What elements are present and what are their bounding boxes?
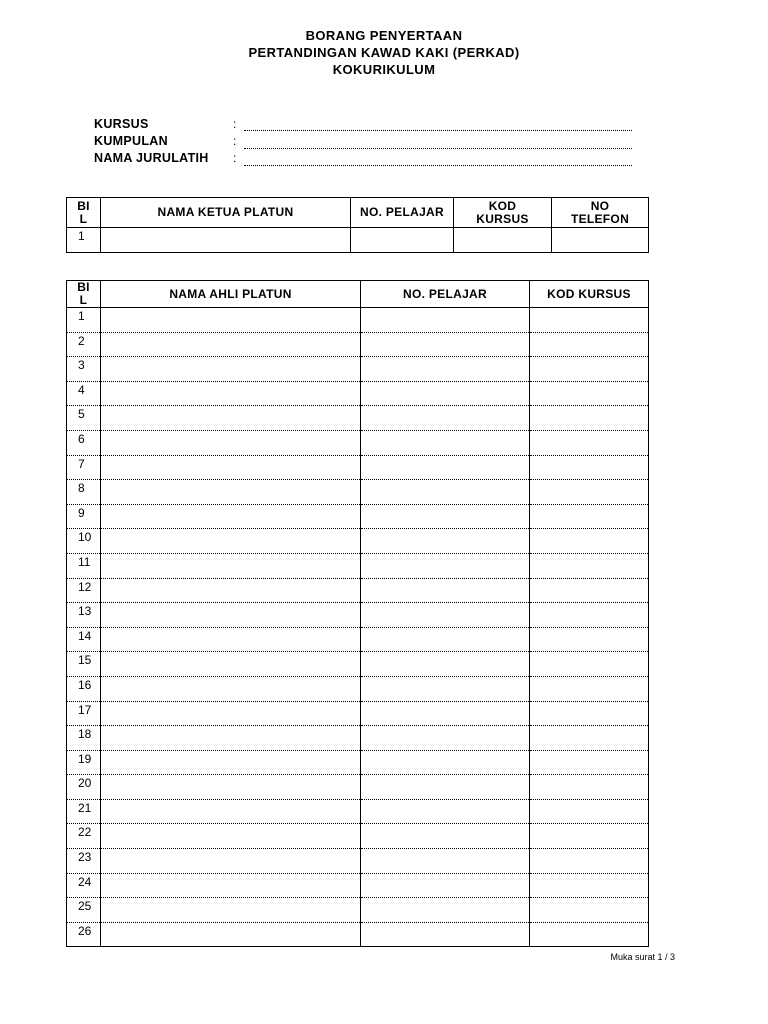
nama-ahli-cell[interactable] <box>101 406 361 431</box>
field-colon: : <box>233 134 237 148</box>
no-pelajar-cell[interactable] <box>361 332 530 357</box>
no-pelajar-cell[interactable] <box>361 455 530 480</box>
kod-kursus-cell[interactable] <box>530 652 649 677</box>
kod-kursus-cell[interactable] <box>530 750 649 775</box>
table-row <box>67 824 649 849</box>
col-header-bil: BI L <box>67 198 101 228</box>
kod-kursus-cell[interactable] <box>530 381 649 406</box>
row-number: 9 <box>67 504 101 529</box>
row-number: 22 <box>67 824 101 849</box>
row-number: 1 <box>67 308 101 333</box>
no-pelajar-cell[interactable] <box>361 430 530 455</box>
row-number: 7 <box>67 455 101 480</box>
nama-ahli-cell[interactable] <box>101 750 361 775</box>
row-number: 5 <box>67 406 101 431</box>
nama-jurulatih-field[interactable] <box>244 165 632 166</box>
nama-ahli-cell[interactable] <box>101 578 361 603</box>
no-pelajar-cell[interactable] <box>361 799 530 824</box>
table-row <box>67 430 649 455</box>
table-row <box>67 726 649 751</box>
nama-ahli-cell[interactable] <box>101 455 361 480</box>
kod-kursus-cell[interactable] <box>530 898 649 923</box>
table-row <box>67 332 649 357</box>
nama-ahli-cell[interactable] <box>101 652 361 677</box>
row-number: 17 <box>67 701 101 726</box>
col-header-kod-kursus: KOD KURSUS <box>454 198 552 228</box>
no-pelajar-cell[interactable] <box>361 775 530 800</box>
nama-ahli-cell[interactable] <box>101 824 361 849</box>
row-number: 26 <box>67 922 101 947</box>
kod-kursus-cell[interactable] <box>530 553 649 578</box>
col-header-no-pelajar: NO. PELAJAR <box>361 281 530 308</box>
nama-ketua-cell[interactable] <box>101 228 351 253</box>
no-pelajar-cell[interactable] <box>361 750 530 775</box>
kod-kursus-cell[interactable] <box>530 357 649 382</box>
row-number: 14 <box>67 627 101 652</box>
kod-kursus-cell[interactable] <box>530 676 649 701</box>
row-number: 18 <box>67 726 101 751</box>
nama-ahli-cell[interactable] <box>101 898 361 923</box>
kumpulan-field[interactable] <box>244 148 632 149</box>
kod-kursus-cell[interactable] <box>530 332 649 357</box>
no-pelajar-cell[interactable] <box>361 824 530 849</box>
table-row <box>67 406 649 431</box>
no-pelajar-cell[interactable] <box>361 480 530 505</box>
row-number: 19 <box>67 750 101 775</box>
no-pelajar-cell[interactable] <box>361 922 530 947</box>
kod-kursus-cell[interactable] <box>530 578 649 603</box>
no-pelajar-cell[interactable] <box>361 529 530 554</box>
no-pelajar-cell[interactable] <box>361 381 530 406</box>
member-table <box>66 280 649 947</box>
nama-ahli-cell[interactable] <box>101 553 361 578</box>
no-pelajar-cell[interactable] <box>361 504 530 529</box>
field-colon: : <box>233 117 237 131</box>
row-number: 20 <box>67 775 101 800</box>
kod-kursus-cell[interactable] <box>530 504 649 529</box>
row-number: 3 <box>67 357 101 382</box>
table-row <box>67 381 649 406</box>
table-row <box>67 529 649 554</box>
table-row <box>67 603 649 628</box>
no-pelajar-cell[interactable] <box>351 228 454 253</box>
no-pelajar-cell[interactable] <box>361 676 530 701</box>
table-row <box>67 578 649 603</box>
col-header-bil: BI L <box>67 281 101 308</box>
nama-ahli-cell[interactable] <box>101 603 361 628</box>
nama-ahli-cell[interactable] <box>101 480 361 505</box>
no-pelajar-cell[interactable] <box>361 603 530 628</box>
col-header-no-pelajar: NO. PELAJAR <box>351 198 454 228</box>
kod-kursus-cell[interactable] <box>530 308 649 333</box>
row-number: 12 <box>67 578 101 603</box>
nama-ahli-cell[interactable] <box>101 775 361 800</box>
no-pelajar-cell[interactable] <box>361 898 530 923</box>
nama-ahli-cell[interactable] <box>101 357 361 382</box>
table-row <box>67 750 649 775</box>
no-pelajar-cell[interactable] <box>361 578 530 603</box>
nama-ahli-cell[interactable] <box>101 849 361 874</box>
leader-table-header <box>67 198 649 228</box>
no-pelajar-cell[interactable] <box>361 726 530 751</box>
table-row <box>67 849 649 874</box>
row-number: 8 <box>67 480 101 505</box>
kod-kursus-cell[interactable] <box>530 824 649 849</box>
col-header-nama-ahli-platun: NAMA AHLI PLATUN <box>101 281 361 308</box>
row-number: 4 <box>67 381 101 406</box>
row-number: 15 <box>67 652 101 677</box>
table-row <box>67 357 649 382</box>
member-table-header <box>67 281 649 308</box>
col-header-nama-ketua-platun: NAMA KETUA PLATUN <box>101 198 351 228</box>
table-row <box>67 922 649 947</box>
no-pelajar-cell[interactable] <box>361 357 530 382</box>
nama-ahli-cell[interactable] <box>101 799 361 824</box>
no-telefon-cell[interactable] <box>552 228 649 253</box>
kod-kursus-cell[interactable] <box>530 430 649 455</box>
kod-kursus-cell[interactable] <box>530 406 649 431</box>
nama-ahli-cell[interactable] <box>101 922 361 947</box>
table-row <box>67 228 649 253</box>
row-number: 2 <box>67 332 101 357</box>
nama-ahli-cell[interactable] <box>101 504 361 529</box>
table-row <box>67 799 649 824</box>
table-row <box>67 504 649 529</box>
nama-ahli-cell[interactable] <box>101 332 361 357</box>
row-number: 16 <box>67 676 101 701</box>
form-title: BORANG PENYERTAAN <box>305 28 463 43</box>
kursus-field[interactable] <box>244 130 632 131</box>
row-number: 21 <box>67 799 101 824</box>
kod-kursus-cell[interactable] <box>530 775 649 800</box>
kod-kursus-cell[interactable] <box>530 799 649 824</box>
no-pelajar-cell[interactable] <box>361 873 530 898</box>
kod-kursus-cell[interactable] <box>530 603 649 628</box>
field-label-kumpulan: KUMPULAN <box>94 134 168 148</box>
kod-kursus-cell[interactable] <box>530 873 649 898</box>
kod-kursus-cell[interactable] <box>530 455 649 480</box>
kod-kursus-cell[interactable] <box>530 726 649 751</box>
page-number: Muka surat 1 / 3 <box>610 952 675 962</box>
kod-kursus-cell[interactable] <box>530 701 649 726</box>
col-header-kod-kursus: KOD KURSUS <box>530 281 649 308</box>
form-category: KOKURIKULUM <box>332 62 436 77</box>
nama-ahli-cell[interactable] <box>101 627 361 652</box>
kod-kursus-cell[interactable] <box>530 529 649 554</box>
no-pelajar-cell[interactable] <box>361 652 530 677</box>
table-row <box>67 455 649 480</box>
table-row <box>67 308 649 333</box>
table-row <box>67 676 649 701</box>
nama-ahli-cell[interactable] <box>101 701 361 726</box>
field-colon: : <box>233 151 237 165</box>
table-row <box>67 627 649 652</box>
field-label-nama-jurulatih: NAMA JURULATIH <box>94 151 209 165</box>
kod-kursus-cell[interactable] <box>530 627 649 652</box>
nama-ahli-cell[interactable] <box>101 676 361 701</box>
nama-ahli-cell[interactable] <box>101 308 361 333</box>
nama-ahli-cell[interactable] <box>101 873 361 898</box>
nama-ahli-cell[interactable] <box>101 529 361 554</box>
table-row <box>67 652 649 677</box>
kod-kursus-cell[interactable] <box>530 922 649 947</box>
form-subtitle: PERTANDINGAN KAWAD KAKI (PERKAD) <box>248 45 520 60</box>
row-number: 10 <box>67 529 101 554</box>
row-number: 1 <box>67 228 101 253</box>
kod-kursus-cell[interactable] <box>454 228 552 253</box>
leader-table <box>66 197 649 253</box>
row-number: 24 <box>67 873 101 898</box>
table-row <box>67 873 649 898</box>
col-header-no-telefon: NO TELEFON <box>552 198 649 228</box>
row-number: 11 <box>67 553 101 578</box>
table-row <box>67 701 649 726</box>
row-number: 23 <box>67 849 101 874</box>
nama-ahli-cell[interactable] <box>101 726 361 751</box>
kod-kursus-cell[interactable] <box>530 849 649 874</box>
table-row <box>67 775 649 800</box>
row-number: 6 <box>67 430 101 455</box>
table-row <box>67 553 649 578</box>
row-number: 13 <box>67 603 101 628</box>
no-pelajar-cell[interactable] <box>361 627 530 652</box>
no-pelajar-cell[interactable] <box>361 553 530 578</box>
table-row <box>67 480 649 505</box>
no-pelajar-cell[interactable] <box>361 308 530 333</box>
no-pelajar-cell[interactable] <box>361 406 530 431</box>
table-row <box>67 898 649 923</box>
no-pelajar-cell[interactable] <box>361 849 530 874</box>
field-label-kursus: KURSUS <box>94 117 149 131</box>
no-pelajar-cell[interactable] <box>361 701 530 726</box>
row-number: 25 <box>67 898 101 923</box>
nama-ahli-cell[interactable] <box>101 381 361 406</box>
nama-ahli-cell[interactable] <box>101 430 361 455</box>
kod-kursus-cell[interactable] <box>530 480 649 505</box>
